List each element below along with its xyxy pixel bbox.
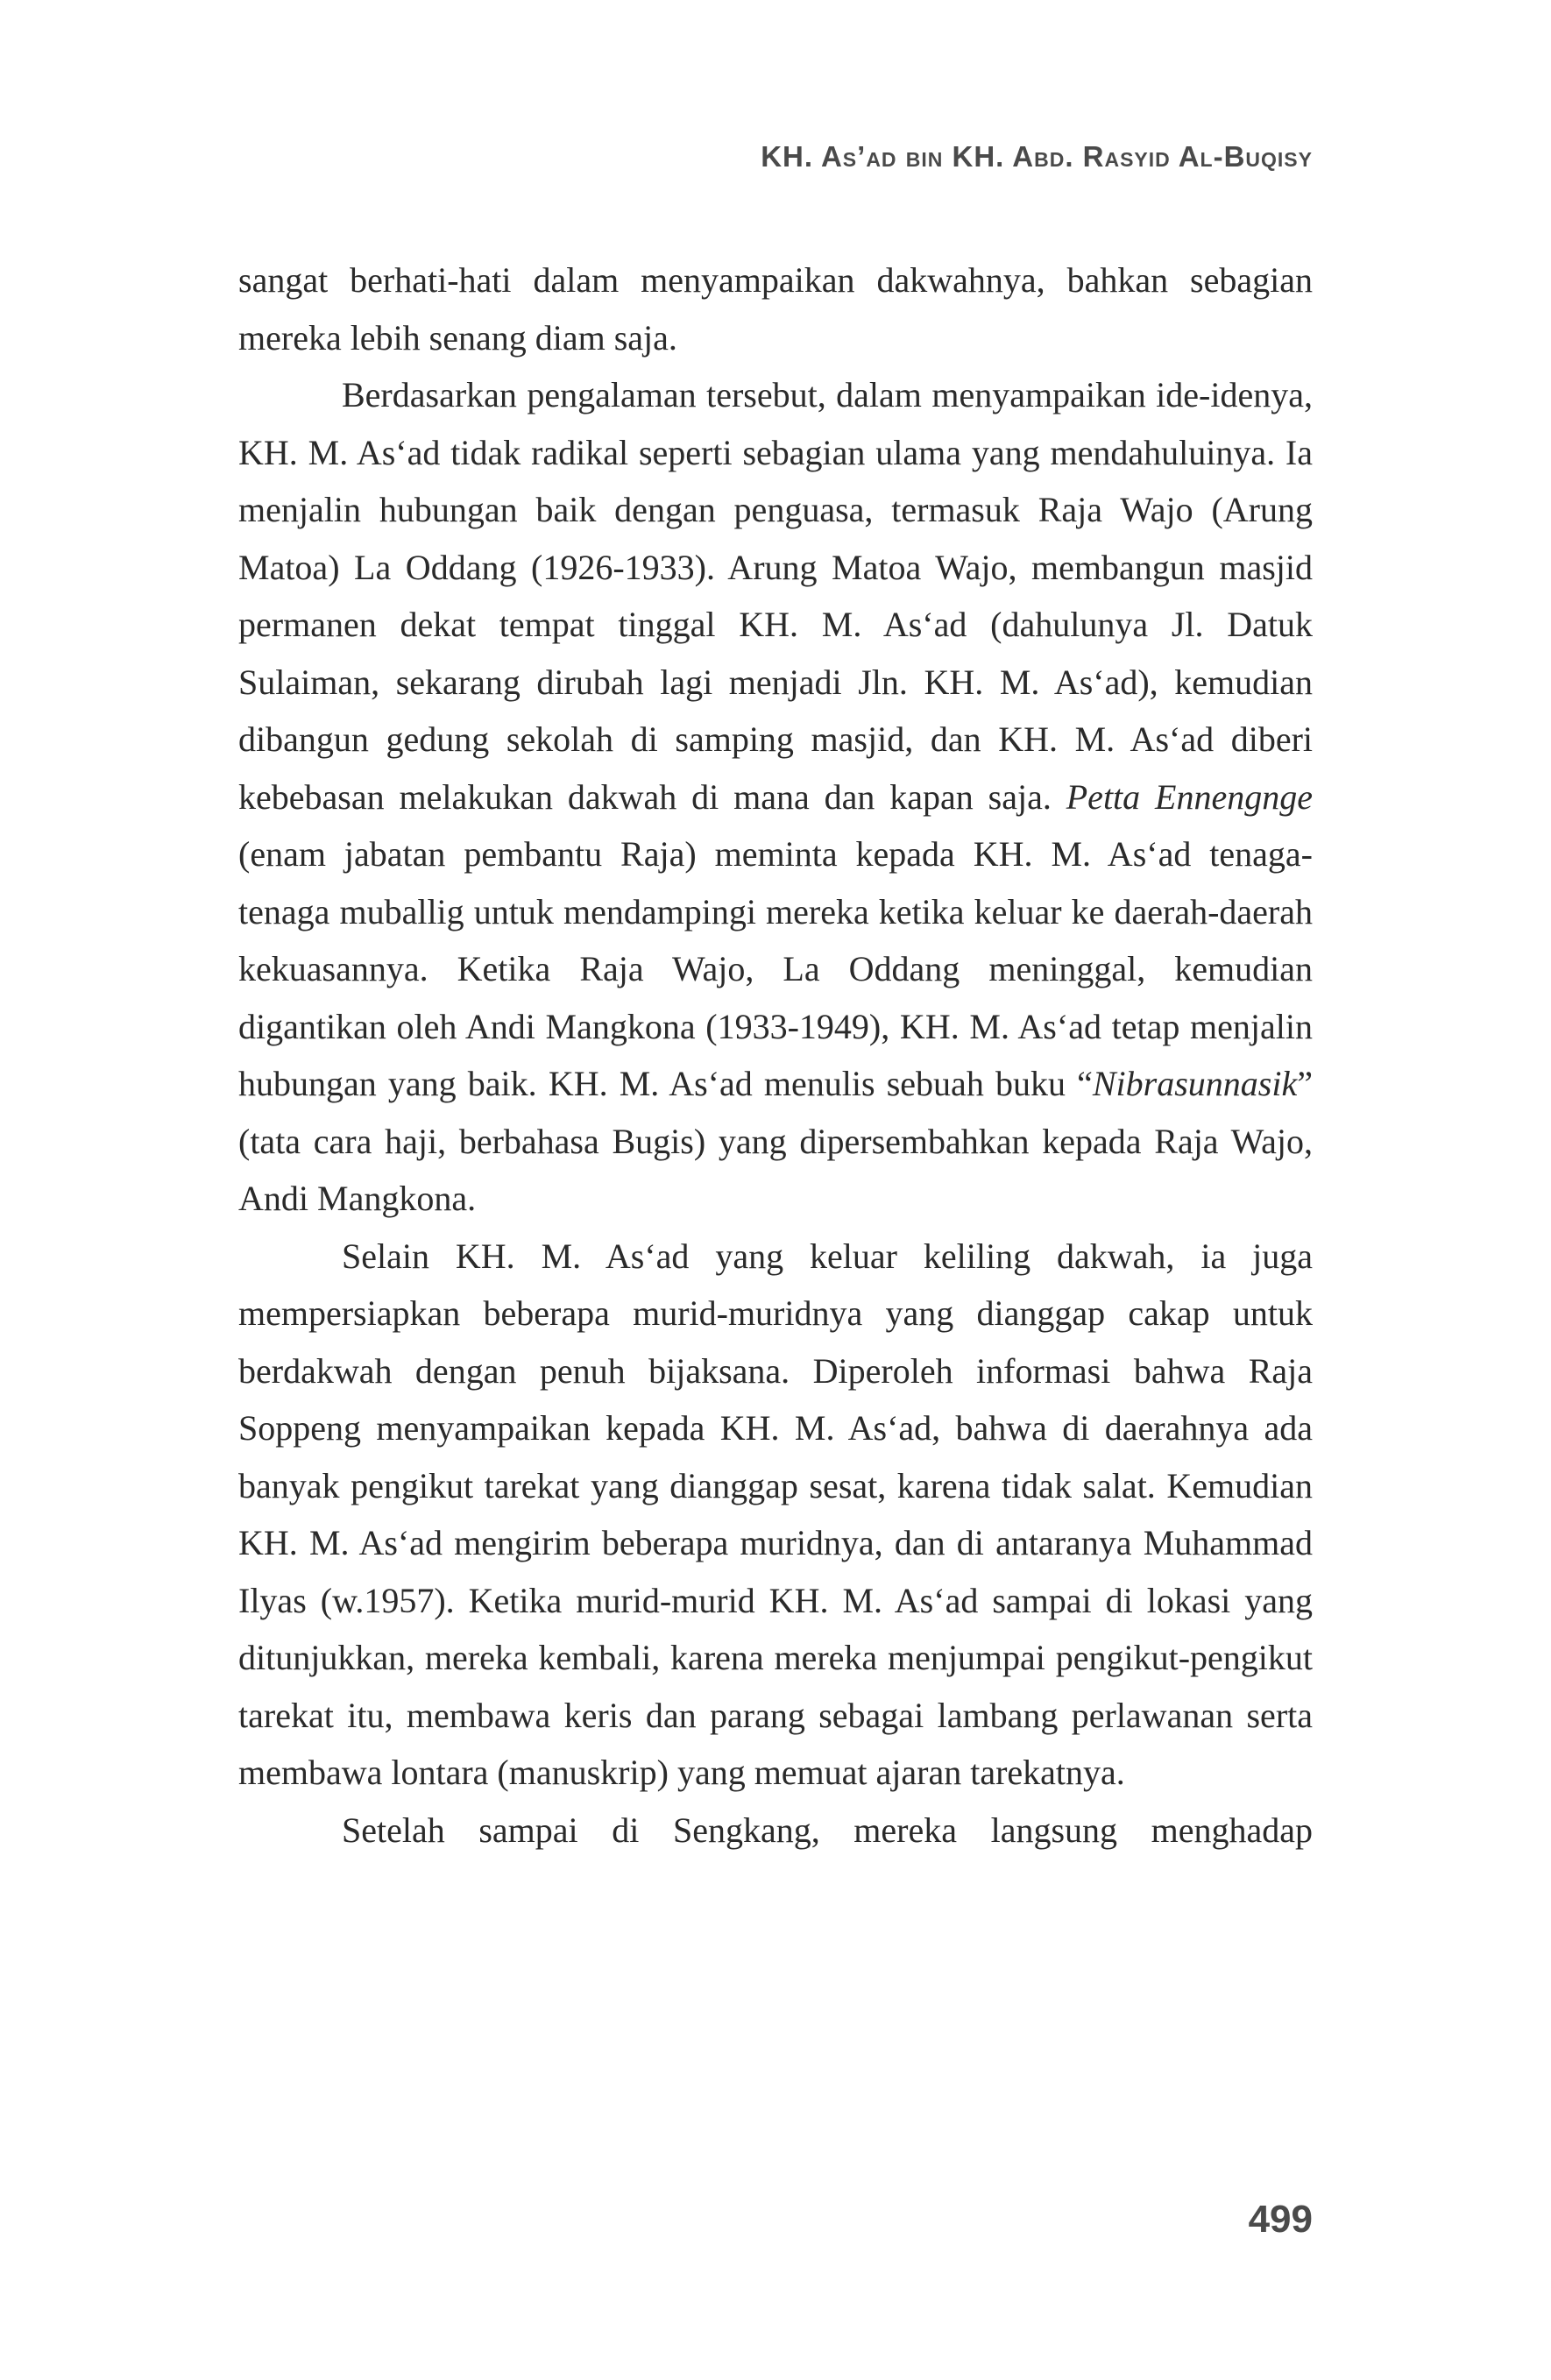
paragraph-2-text-a: Berdasarkan pengalaman tersebut, dalam menyampaikan ide-idenya, KH. M. As‘ad tidak radikal seperti sebagian ulama yang mendahuluinya. Ia menjalin hubungan baik dengan penguasa, termasuk Raja Wajo (Arung Matoa) La Oddang (1926-1933). Arung Matoa Wajo, membangun masjid permanen dekat tempat tinggal KH. M. As‘ad (dahulunya Jl. Datuk Sulaiman, sekarang dirubah lagi menjadi Jln. KH. M. As‘ad), kemudian dibangun gedung sekolah di samping masjid, dan KH. M. As‘ad diberi kebebasan melakukan dakwah di mana dan kapan saja. (238, 375, 1313, 817)
paragraph-2 (238, 366, 1313, 1228)
body-text (238, 251, 1313, 1859)
paragraph-3: Selain KH. M. As‘ad yang keluar keliling dakwah, ia juga mempersiapkan beberapa murid-muridnya yang dianggap cakap untuk berdakwah dengan penuh bijaksana. Diperoleh informasi bahwa Raja Soppeng menyampaikan kepada KH. M. As‘ad, bahwa di daerahnya ada banyak pengikut tarekat yang dianggap sesat, karena tidak salat. Kemudian KH. M. As‘ad mengirim beberapa muridnya, dan di antaranya Muhammad Ilyas (w.1957). Ketika murid-murid KH. M. As‘ad sampai di lokasi yang ditunjukkan, mereka kembali, karena mereka menjumpai pengikut-pengikut tarekat itu, membawa keris dan parang sebagai lambang perlawanan serta membawa lontara (manuskrip) yang memuat ajaran tarekatnya. (238, 1236, 1313, 1792)
italic-term: Petta Ennengnge (1066, 776, 1313, 817)
paragraph-4: Setelah sampai di Sengkang, mereka langsung menghadap (342, 1810, 1313, 1850)
running-header: KH. As’ad bin KH. Abd. Rasyid Al-Buqisy (761, 140, 1313, 173)
paragraph-1: sangat berhati-hati dalam menyampaikan dakwahnya, bahkan sebagian mereka lebih senang diam saja. (238, 260, 1313, 358)
book-title: Nibrasunnasik (1092, 1064, 1298, 1103)
page-number: 499 (1248, 2198, 1313, 2241)
paragraph-2-text-b: (enam jabatan pembantu Raja) meminta kepada KH. M. As‘ad tenaga-tenaga muballig untuk mendampingi mereka ketika keluar ke daerah-daerah kekuasannya. Ketika Raja Wajo, La Oddang meninggal, kemudian digantikan oleh Andi Mangkona (1933-1949), KH. M. As‘ad tetap menjalin hubungan yang baik. KH. M. As‘ad menulis sebuah buku “ (238, 834, 1313, 1103)
paragraph-2-text-c: ” (tata cara haji, berbahasa Bugis) yang dipersembahkan kepada Raja Wajo, Andi Mangkona. (238, 1064, 1313, 1218)
